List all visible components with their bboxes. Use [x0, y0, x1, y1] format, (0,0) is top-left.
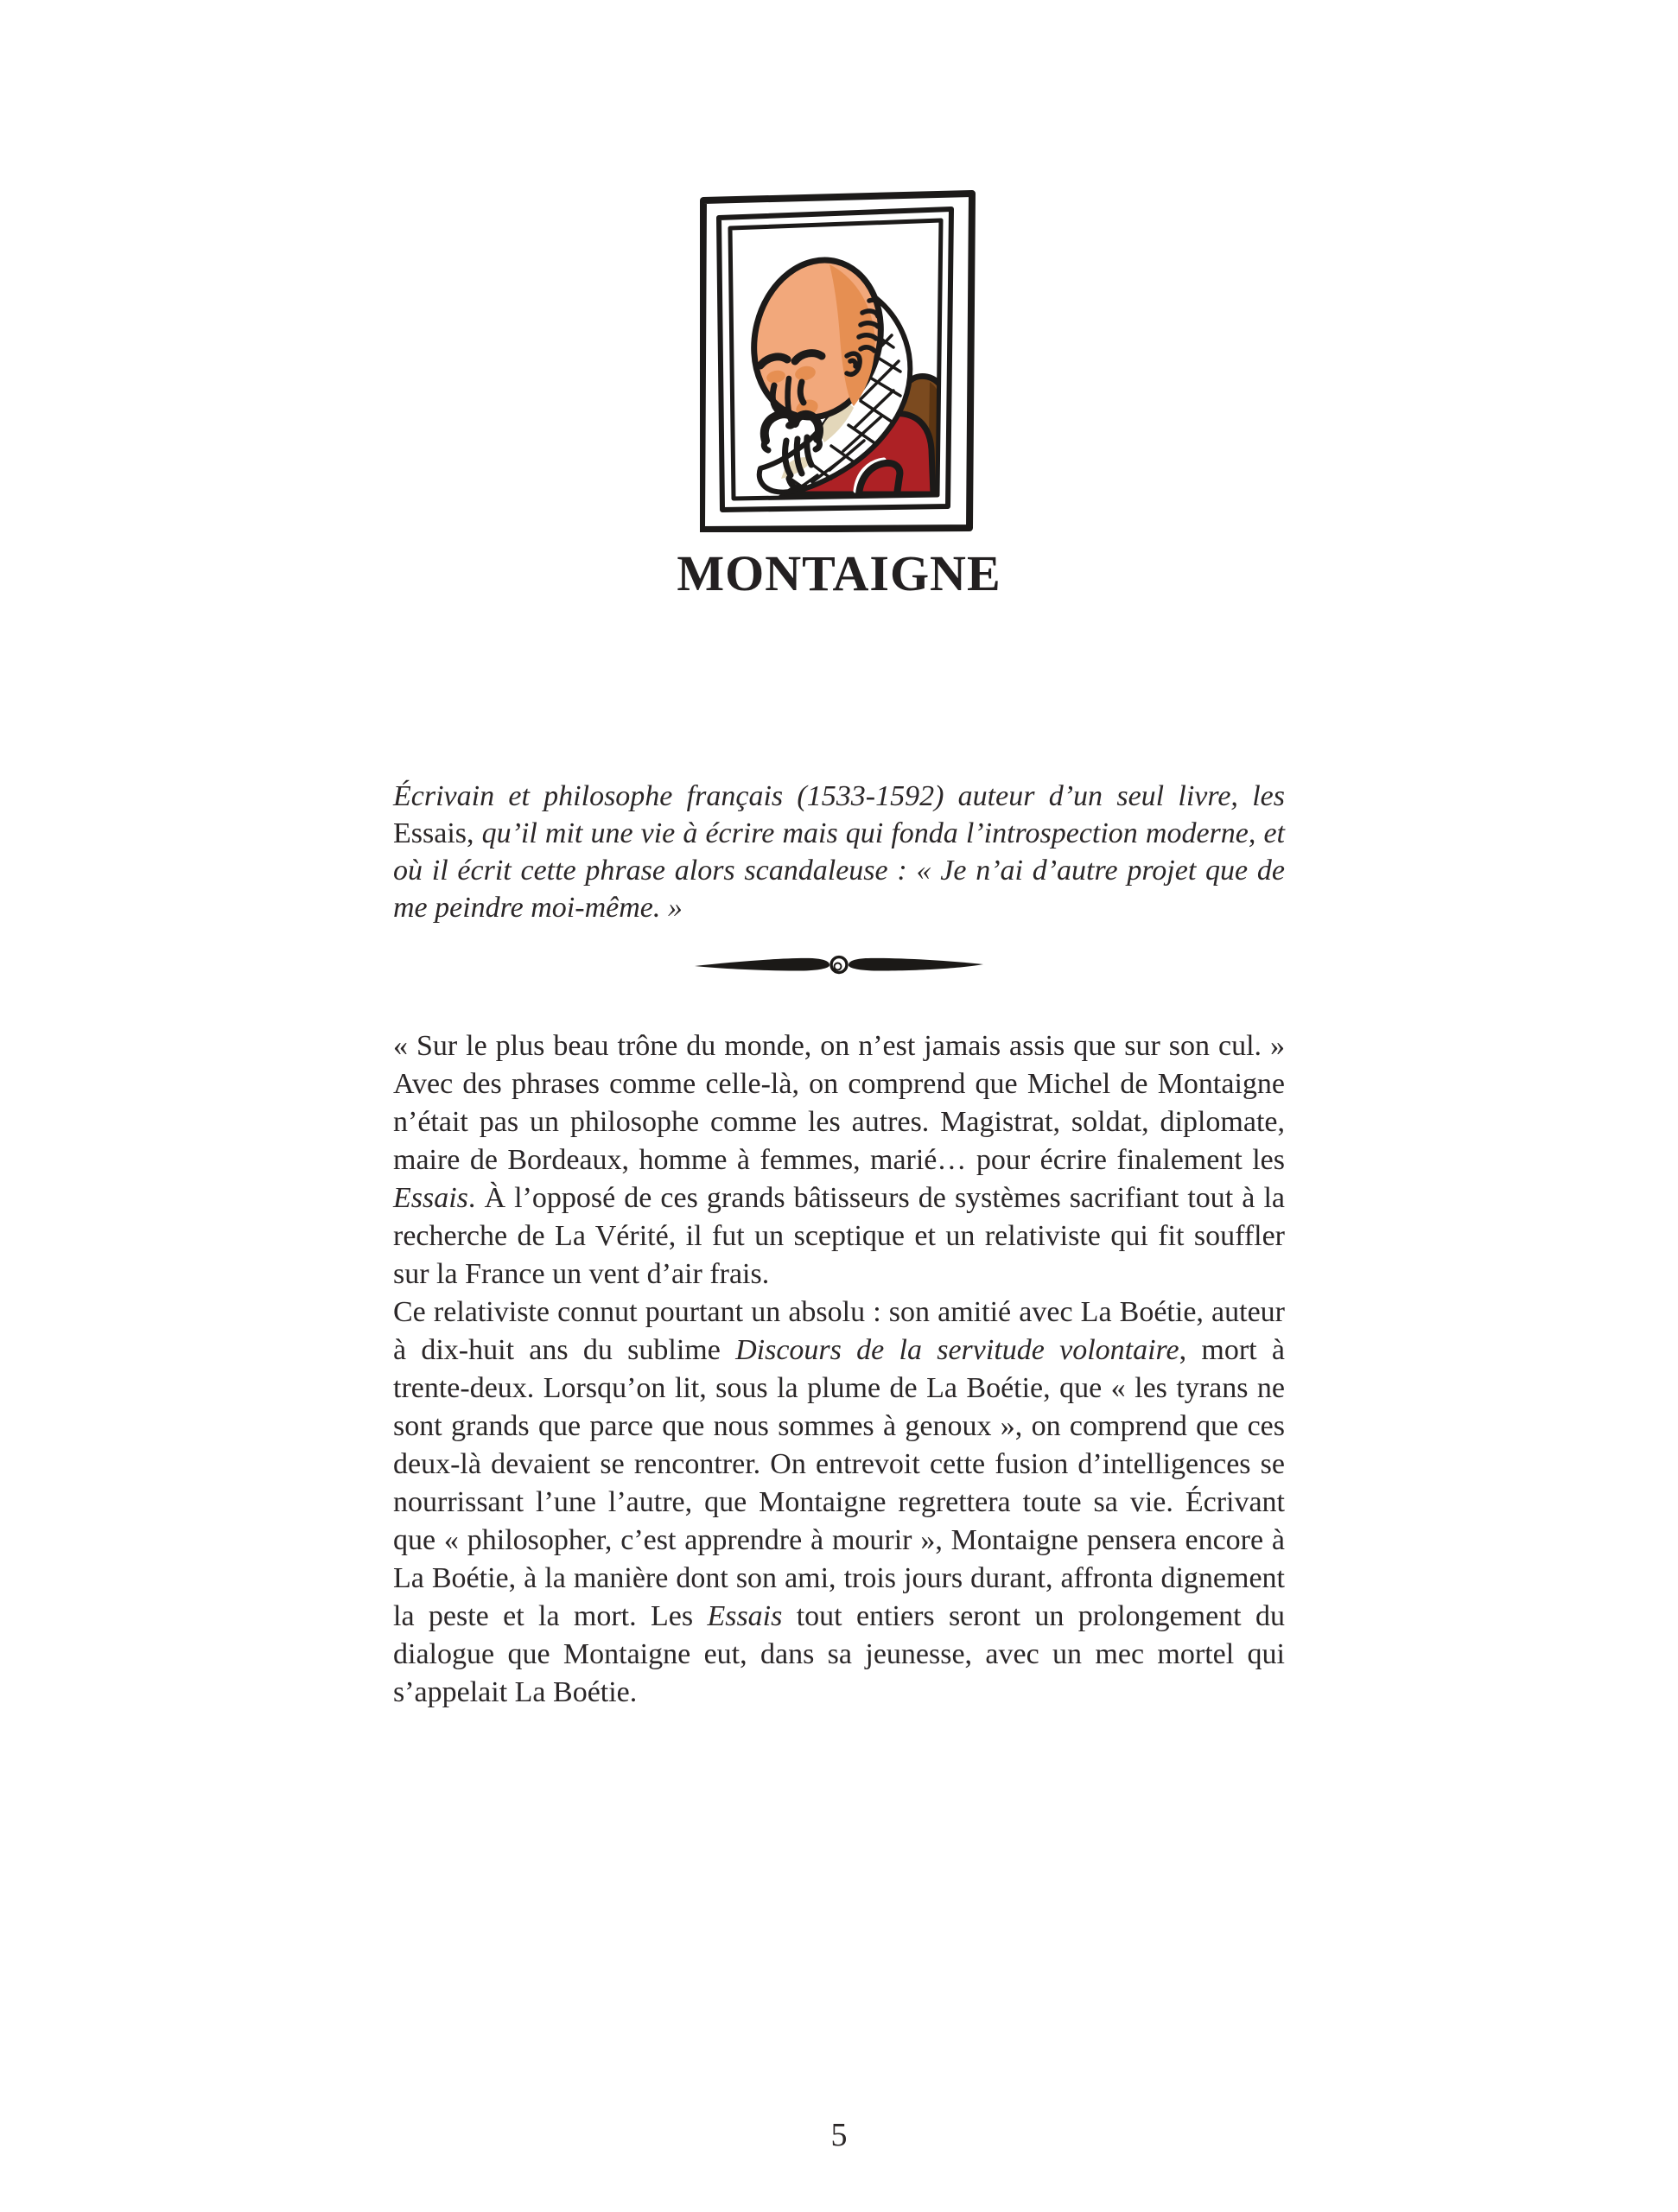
paragraph-2: [393, 1294, 1285, 1712]
right-spindle: [849, 958, 983, 971]
text-segment: Ce relativiste connut pourtant un absolu : son amitié avec La Boétie, auteur à dix-huit ans du sublime: [393, 1296, 1285, 1366]
fleuron-divider-icon: [692, 950, 986, 981]
book-title-essais: Essais: [707, 1600, 783, 1632]
body-text: [393, 1027, 1285, 1712]
left-spindle: [695, 958, 829, 971]
text-segment: tout entiers seront un prolongement du dialogue que Montaigne eut, dans sa jeunesse, avec un mec mortel qui s’appelait La Boétie.: [393, 1600, 1285, 1708]
page-title: MONTAIGNE: [677, 545, 1001, 601]
bio-intro: [393, 778, 1285, 926]
book-title-discours: Discours de la servitude volontaire: [735, 1334, 1179, 1366]
book-title-essais: Essais: [393, 1182, 468, 1214]
text-segment: . À l’opposé de ces grands bâtisseurs de systèmes sacrifiant tout à la recherche de La Vérité, il fut un sceptique et un relativiste qui fit souffler sur la France un vent d’air frais.: [393, 1182, 1285, 1290]
intro-segment: Écrivain et philosophe français (1533-1592) auteur d’un seul livre, les: [393, 780, 1285, 812]
intro-segment: qu’il mit une vie à écrire mais qui fonda l’introspection moderne, et où il écrit cette phrase alors scandaleuse : « Je n’ai d’autre projet que de me peindre moi-même. »: [393, 817, 1285, 924]
text-segment: « Sur le plus beau trône du monde, on n’est jamais assis que sur son cul. » Avec des phrases comme celle-là, on comprend que Michel de Montaigne n’était pas un philosophe comme les autres. Magistrat, soldat, diplomate, maire de Bordeaux, homme à femmes, marié… pour écrire finalement les: [393, 1030, 1285, 1176]
montaigne-portrait-illustration: [700, 190, 976, 532]
paragraph-1: [393, 1027, 1285, 1294]
right-eye: [800, 382, 804, 403]
page-number: 5: [830, 2117, 848, 2153]
portrait-artwork: [724, 246, 953, 499]
text-segment: , mort à trente-deux. Lorsqu’on lit, sous la plume de La Boétie, que « les tyrans ne sont grands que parce que nous sommes à genoux », on comprend que ces deux-là devaient se rencontrer. On entrevoit cette fusion d’intelligences se nourrissant l’une l’autre, que Montaigne regrettera toute sa vie. Écrivant que « philosopher, c’est apprendre à mourir », Montaigne pensera encore à La Boétie, à la manière dont son ami, trois jours durant, affronta dignement la peste et la mort. Les: [393, 1334, 1285, 1632]
intro-segment-roman: Essais,: [393, 817, 474, 849]
